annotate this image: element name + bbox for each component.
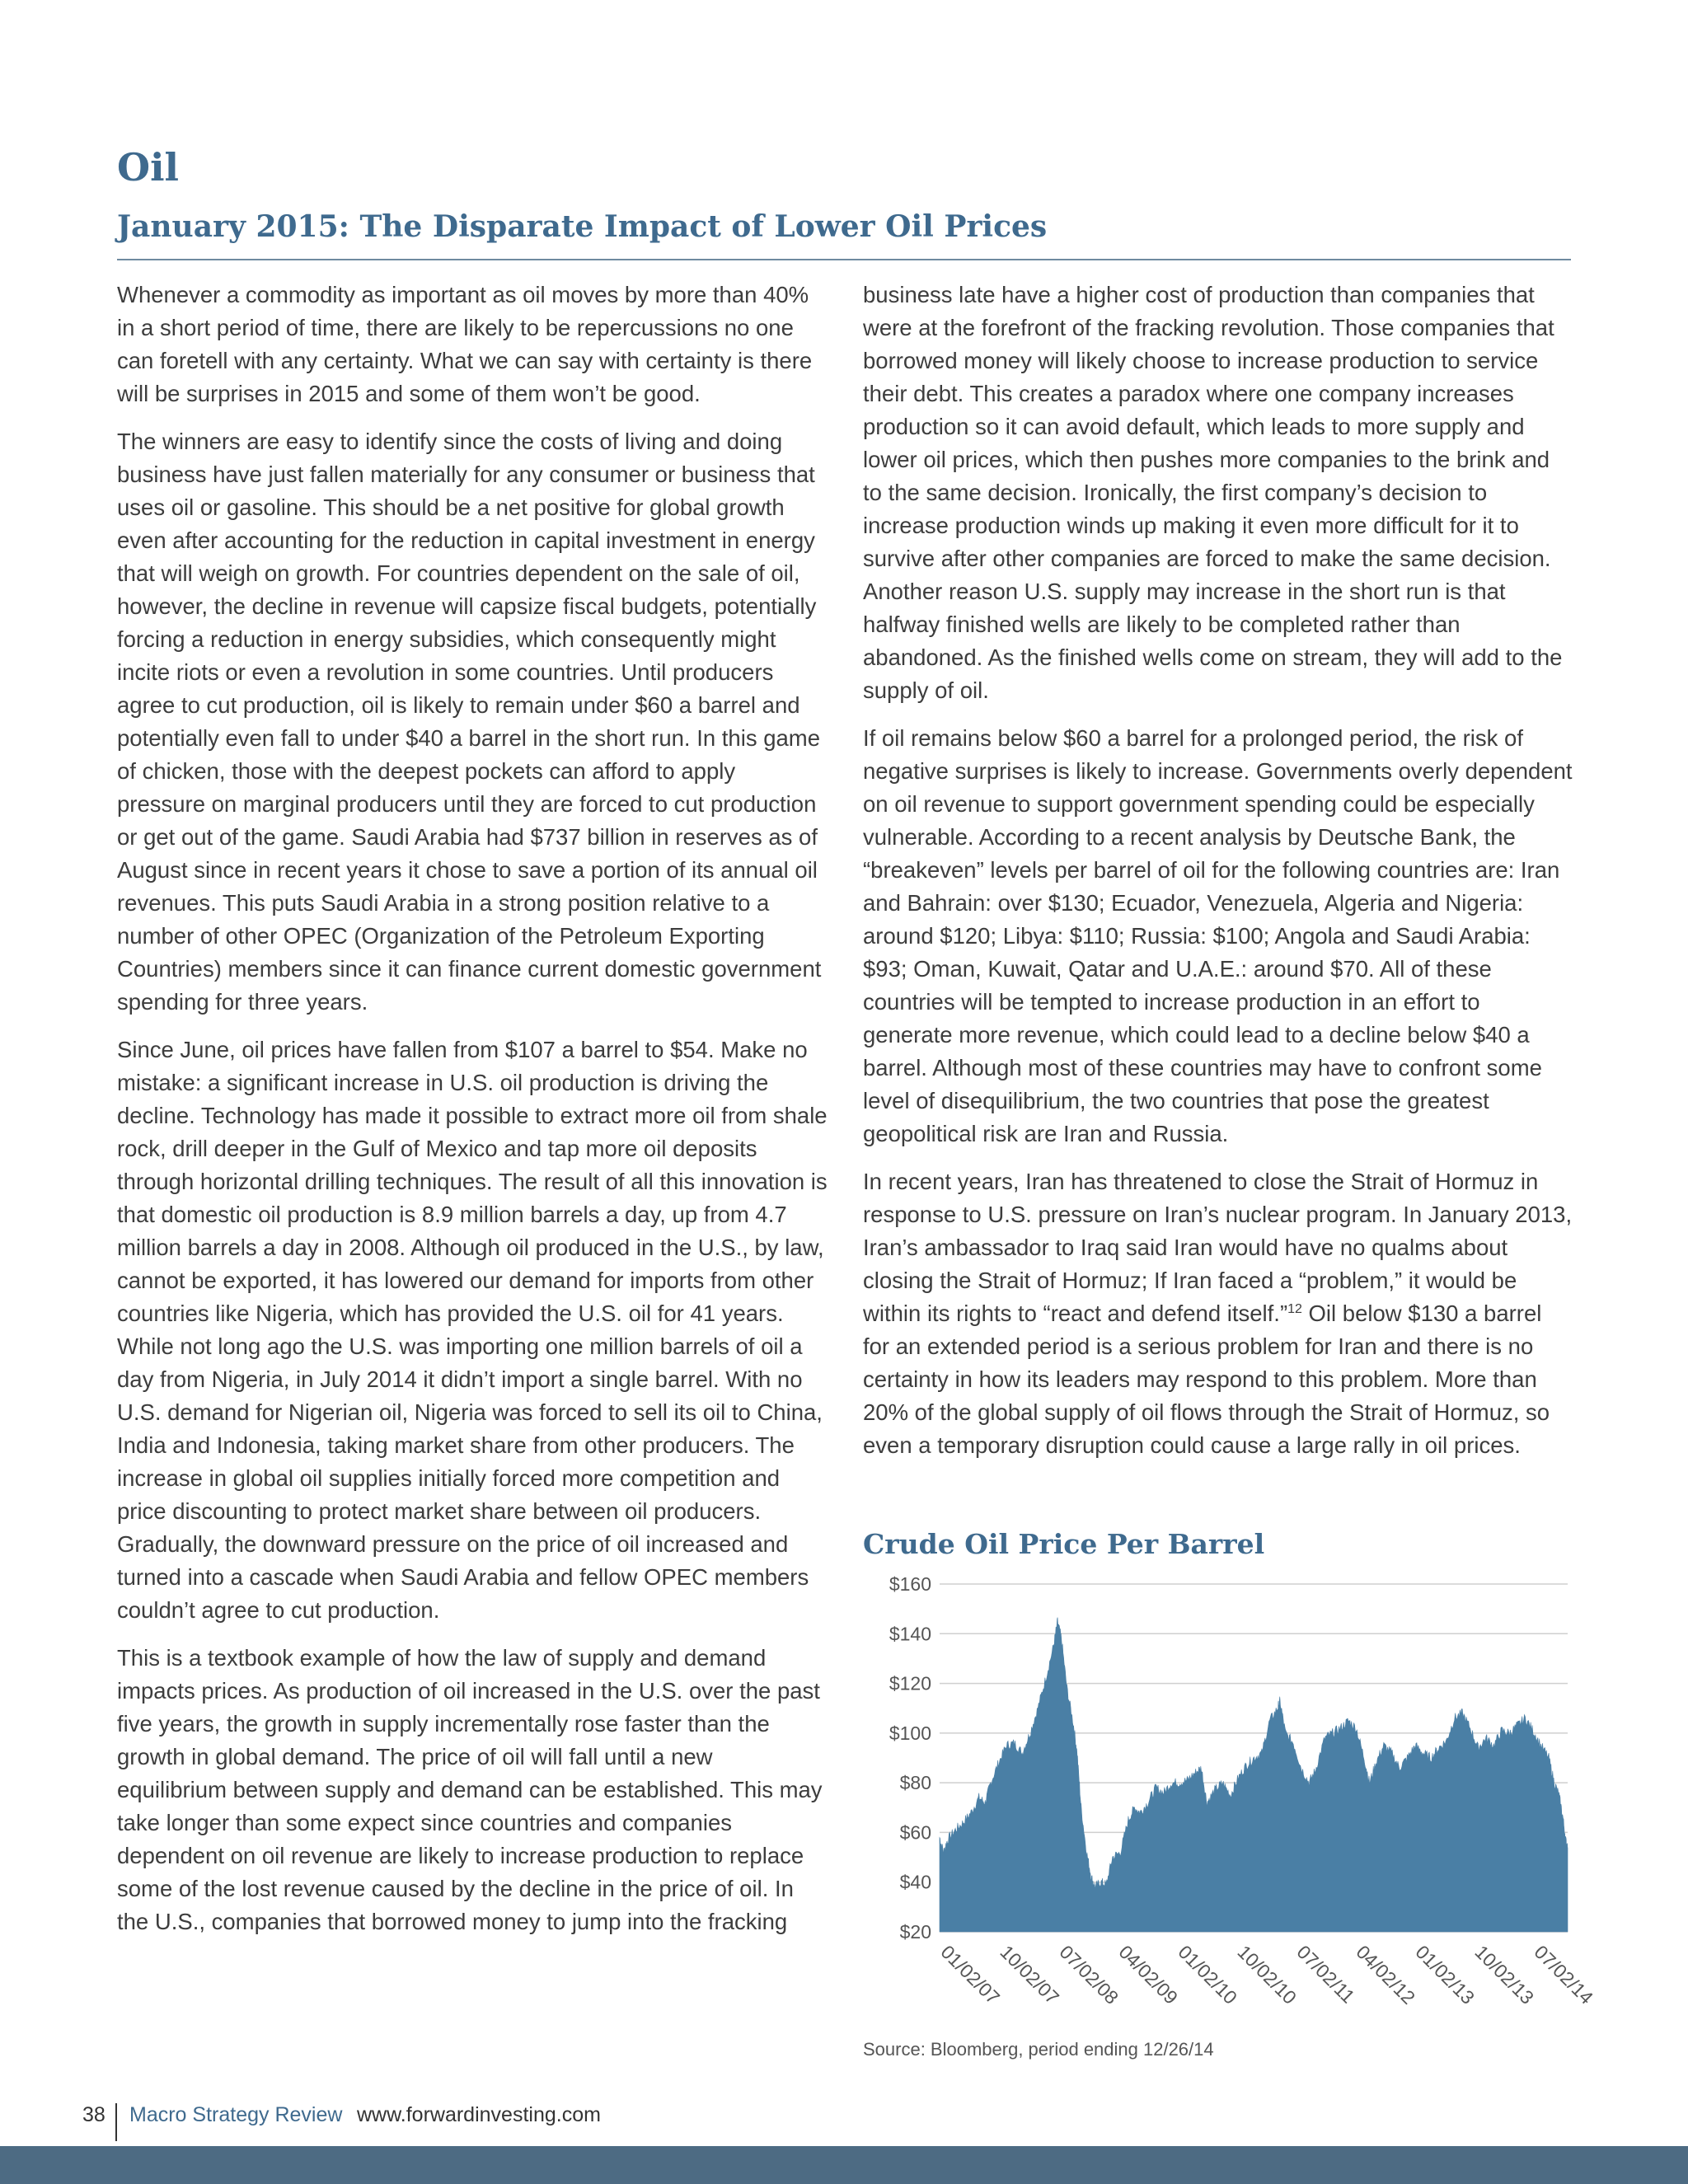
price-area xyxy=(940,1618,1568,1932)
paragraph: business late have a higher cost of production than companies that were at the forefront of the fracking revolution. Those companies that borrowed money will likely choose to increase production to service their debt. This creates a paradox where one company increases production so it can avoid default, which leads to more supply and lower oil prices, which then pushes more companies to the brink and to the same decision. Ironically, the first company’s decision to increase production winds up making it even more difficult for it to survive after other companies are forced to make the same decision. Another reason U.S. supply may increase in the short run is that halfway finished wells are likely to be completed rather than abandoned. As the finished wells come on stream, they will add to the supply of oil. xyxy=(863,282,1563,703)
y-tick-label: $60 xyxy=(899,1821,931,1844)
chart-source: Source: Bloomberg, period ending 12/26/14 xyxy=(863,2039,1214,2060)
x-tick-label: 04/02/12 xyxy=(1352,1941,1420,2008)
publication-name: Macro Strategy Review xyxy=(129,2103,343,2126)
x-tick-label: 04/02/09 xyxy=(1114,1941,1183,2008)
chart-title: Crude Oil Price Per Barrel xyxy=(863,1528,1265,1560)
x-tick-label: 07/02/11 xyxy=(1292,1941,1359,2008)
y-tick-label: $80 xyxy=(899,1772,931,1794)
x-tick-label: 01/02/07 xyxy=(936,1941,1005,2008)
title-rule xyxy=(117,259,1571,260)
page-number: 38 xyxy=(82,2103,106,2126)
y-tick-label: $120 xyxy=(889,1672,931,1694)
section-title: Oil xyxy=(117,145,180,190)
chart-svg xyxy=(857,1566,1615,2027)
oil-price-chart xyxy=(857,1566,1615,2027)
x-tick-label: 10/02/07 xyxy=(996,1941,1064,2008)
y-tick-label: $20 xyxy=(899,1921,931,1943)
left-column xyxy=(117,279,828,1953)
paragraph: If oil remains below $60 a barrel for a prolonged period, the risk of negative surprises is likely to increase. Governments overly dependent on oil revenue to support government spending could be especially vulnerable. According to a recent analysis by Deutsche Bank, the “breakeven” levels per barrel of oil for the following countries are: Iran and Bahrain: over $130; Ecuador, Venezuela, Algeria and Nigeria: around $120; Libya: $110; Russia: $100; Angola and Saudi Arabia: $93; Oman, Kuwait, Qatar and U.A.E.: around $70. All of these countries will be tempted to increase production in an effort to generate more revenue, which could lead to a decline below $40 a barrel. Although most of these countries may have to confront some level of disequilibrium, the two countries that pose the greatest geopolitical risk are Iran and Russia. xyxy=(863,725,1573,1146)
paragraph: The winners are easy to identify since the costs of living and doing business have just fallen materially for any consumer or business that uses oil or gasoline. This should be a net positive for global growth even after accounting for the reduction in capital investment in energy that will weigh on growth. For countries dependent on the sale of oil, however, the decline in revenue will capsize fiscal budgets, potentially forcing a reduction in energy subsidies, which consequently might incite riots or even a revolution in some countries. Until producers agree to cut production, oil is likely to remain under $60 a barrel and potentially even fall to under $40 a barrel in the short run. In this game of chicken, those with the deepest pockets can afford to apply pressure on marginal producers until they are forced to cut production or get out of the game. Saudi Arabia had $737 billion in reserves as of August since in recent years it chose to save a portion of its annual oil revenues. This puts Saudi Arabia in a strong position relative to a number of other OPEC (Organization of the Petroleum Exporting Countries) members since it can finance current domestic government spending for three years. xyxy=(117,429,822,1015)
article-subtitle: January 2015: The Disparate Impact of Lower Oil Prices xyxy=(117,209,1048,244)
x-tick-label: 10/02/13 xyxy=(1470,1941,1539,2008)
x-tick-label: 10/02/10 xyxy=(1233,1941,1301,2008)
paragraph: This is a textbook example of how the law of supply and demand impacts prices. As production of oil increased in the U.S. over the past five years, the growth in supply incrementally rose faster than the growth in global demand. The price of oil will fall until a new equilibrium between supply and demand can be established. This may take longer than some expect since countries and companies dependent on oil revenue are likely to increase production to replace some of the lost revenue caused by the decline in the price of oil. In the U.S., companies that borrowed money to jump into the fracking xyxy=(117,1645,823,1934)
page-footer xyxy=(0,2098,742,2131)
x-tick-label: 07/02/08 xyxy=(1055,1941,1123,2008)
footer-divider xyxy=(115,2103,117,2141)
bottom-band xyxy=(0,2146,1688,2184)
right-column xyxy=(863,279,1573,1477)
y-tick-label: $160 xyxy=(889,1573,931,1595)
x-tick-label: 01/02/10 xyxy=(1174,1941,1242,2008)
paragraph: Since June, oil prices have fallen from $107 a barrel to $54. Make no mistake: a significant increase in U.S. oil production is driving the decline. Technology has made it possible to extract more oil from shale rock, drill deeper in the Gulf of Mexico and tap more oil deposits through horizontal drilling techniques. The result of all this innovation is that domestic oil production is 8.9 million barrels a day, up from 4.7 million barrels a day in 2008. Although oil produced in the U.S., by law, cannot be exported, it has lowered our demand for imports from other countries like Nigeria, which has provided the U.S. oil for 41 years. While not long ago the U.S. was importing one million barrels of oil a day from Nigeria, in July 2014 it didn’t import a single barrel. With no U.S. demand for Nigerian oil, Nigeria was forced to sell its oil to China, India and Indonesia, taking market share from other producers. The increase in global oil supplies initially forced more competition and price discounting to protect market share between oil producers. Gradually, the downward pressure on the price of oil increased and turned into a cascade when Saudi Arabia and fellow OPEC members couldn’t agree to cut production. xyxy=(117,1037,828,1623)
x-tick-label: 07/02/14 xyxy=(1530,1941,1598,2008)
y-tick-label: $140 xyxy=(889,1623,931,1645)
paragraph-text: In recent years, Iran has threatened to close the Strait of Hormuz in response to U.S. pressure on Iran’s nuclear program. In January 2013, Iran’s ambassador to Iraq said Iran would have no qualms about closing the Strait of Hormuz; If Iran faced a “problem,” it would be within its rights to “react and defend itself.” xyxy=(863,1169,1573,1326)
paragraph xyxy=(863,1165,1573,1462)
y-tick-label: $40 xyxy=(899,1871,931,1893)
y-tick-label: $100 xyxy=(889,1722,931,1744)
paragraph-text: Oil below $130 a barrel for an extended period is a serious problem for Iran and there is no certainty in how its leaders may respond to this problem. More than 20% of the global supply of oil flows through the Strait of Hormuz, so even a temporary disruption could cause a large rally in oil prices. xyxy=(863,1301,1550,1458)
x-tick-label: 01/02/13 xyxy=(1411,1941,1479,2008)
footnote-marker: 12 xyxy=(1287,1301,1302,1316)
paragraph: Whenever a commodity as important as oil moves by more than 40% in a short period of time, there are likely to be repercussions no one can foretell with any certainty. What we can say with certainty is there will be surprises in 2015 and some of them won’t be good. xyxy=(117,282,813,406)
website-link[interactable]: www.forwardinvesting.com xyxy=(357,2103,601,2126)
